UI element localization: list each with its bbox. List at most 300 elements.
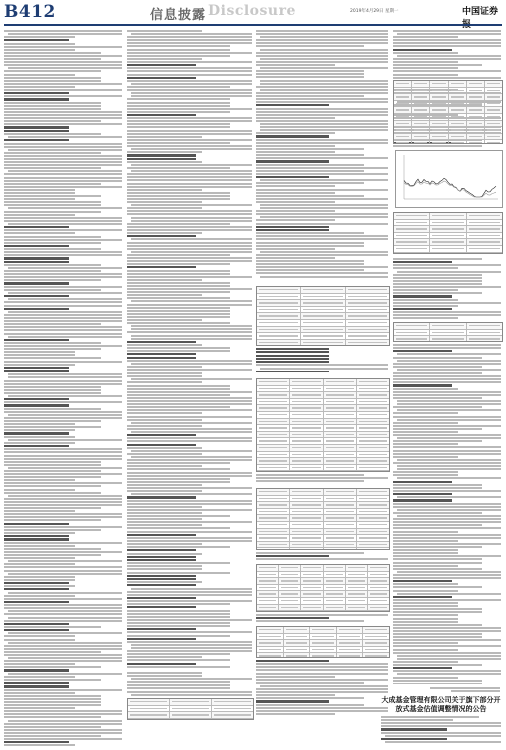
text-line [127,89,252,91]
text-line [127,537,252,539]
table-cell [257,509,290,515]
text-line [4,189,75,191]
text-line [393,590,458,592]
text-line [256,151,335,153]
text-line [4,108,101,110]
text-line [260,80,388,82]
text-line [4,204,101,206]
text-line [127,672,202,674]
table-cell [257,585,279,591]
text-line [8,560,122,562]
table-row [257,496,389,503]
table-row [257,647,389,654]
text-line [127,344,202,346]
text-line [4,126,69,128]
text-line [393,524,482,526]
text-line [397,400,501,402]
text-line [393,618,458,620]
text-line [256,614,388,616]
text-line [393,274,482,276]
table-row [394,140,502,144]
text-line [393,299,458,301]
table-row [394,134,502,141]
announcement-kicker [430,687,500,693]
table-cell [357,496,389,502]
text-line [127,406,230,408]
text-line [256,142,388,144]
text-line [256,558,388,560]
text-line [260,36,388,38]
announcement-title: 大成基金管理有限公司关于旗下部分开放式基金估值调整情况的公告 [381,695,501,713]
text-line [4,613,122,615]
table-cell [412,134,430,140]
table-cell [324,548,357,550]
text-line [256,348,329,350]
text-line [127,597,196,599]
text-line [256,70,364,72]
table-cell [357,432,389,438]
table-row [257,386,389,393]
table-cell [357,412,389,418]
table-row [257,627,389,634]
text-line [127,381,202,383]
text-line [393,614,458,616]
text-line [256,669,388,671]
table-cell [324,529,357,535]
table-cell [467,127,485,133]
table-cell [430,226,466,232]
text-line [4,155,122,157]
text-line [4,130,69,132]
text-line [393,558,482,560]
table-row [257,307,389,314]
table-cell [290,438,323,444]
text-line [127,310,230,312]
text-line [256,45,364,47]
text-line [4,80,101,82]
text-line [381,725,501,727]
text-line [256,154,364,156]
table-cell [467,107,485,113]
table-cell [257,627,284,633]
text-line [4,676,75,678]
table-row [257,379,389,386]
text-line [8,170,122,172]
text-line [8,395,122,397]
text-line [127,49,230,51]
text-line [127,67,252,69]
text-line [4,504,122,506]
text-line [393,314,501,316]
text-line [127,462,230,464]
text-line [256,92,388,94]
text-line [127,273,230,275]
text-line [393,36,458,38]
table-row [394,81,502,88]
text-line [393,661,458,663]
text-line [4,570,122,572]
text-line [8,592,122,594]
text-line [4,732,122,734]
text-line [4,264,101,266]
text-line [127,478,230,480]
table-cell [346,333,389,339]
text-line [4,320,122,322]
table-cell [430,81,448,87]
text-line [127,487,252,489]
text-line [4,542,122,544]
table-cell [290,496,323,502]
text-line [4,588,69,590]
text-line [393,58,501,60]
table-cell [357,535,389,541]
text-line [393,422,458,424]
text-line [393,350,452,352]
text-line [4,620,122,622]
text-line [393,317,458,319]
text-line [393,490,501,492]
table-cell [394,121,412,127]
table-cell [290,399,323,405]
text-line [397,419,501,421]
table-cell [257,425,290,431]
table-cell [257,392,290,398]
text-line [127,74,252,76]
text-line [256,235,388,237]
text-line [127,232,202,234]
text-line [127,133,252,135]
table-cell [284,653,311,658]
text-line [127,198,230,200]
text-line [4,220,122,222]
text-line [4,301,122,303]
text-line [4,635,75,637]
text-line [4,305,122,307]
text-line [397,658,501,660]
text-line [127,625,230,627]
text-line [4,548,101,550]
text-line [393,537,501,539]
text-line [4,398,69,400]
text-line [4,139,69,141]
text-line [4,404,69,406]
text-line [256,477,388,479]
text-line [397,515,501,517]
text-line [127,481,230,483]
text-line [260,67,388,69]
table-cell [257,432,290,438]
text-line [4,607,122,609]
text-line [381,732,501,734]
table-cell [467,323,502,329]
text-line [4,386,101,388]
text-line [393,512,482,514]
text-line [393,412,458,414]
text-line [393,521,501,523]
text-line [393,308,452,310]
text-line [4,510,75,512]
text-line [4,192,75,194]
masthead-rule [4,24,502,26]
text-line [4,43,75,45]
text-line [4,164,122,166]
table-cell [363,640,389,646]
text-line [131,694,252,696]
text-line [4,526,122,528]
text-line [127,207,202,209]
text-line [256,245,364,247]
table-cell [279,585,301,591]
text-line [256,111,388,113]
table-cell [284,647,311,653]
text-line [127,42,252,44]
table-cell [449,88,467,94]
text-line [127,616,230,618]
table-cell [212,706,253,712]
text-line [127,453,202,455]
table-cell [368,585,389,591]
text-line [131,325,252,327]
text-line [127,213,252,215]
text-line [4,629,69,631]
text-line [4,432,69,434]
text-line [127,235,196,237]
text-line [4,639,75,641]
text-line [4,744,75,746]
asset-allocation-table [256,378,390,472]
text-line [4,669,69,671]
text-line [393,670,501,672]
text-line [256,167,388,169]
text-line [127,307,230,309]
text-line [4,251,122,253]
text-line [393,74,458,76]
text-line [393,586,482,588]
table-cell [257,300,301,306]
table-cell [301,333,345,339]
text-line [256,257,335,259]
text-line [381,738,447,740]
text-line [397,360,501,362]
table-cell [430,246,466,252]
table-cell [257,605,279,611]
text-line [4,498,122,500]
text-line [256,52,388,54]
text-line [127,136,202,138]
text-line [393,305,458,307]
text-line [256,157,388,159]
text-line [260,204,388,206]
text-line [127,484,202,486]
table-cell [467,134,485,140]
table-cell [324,611,346,612]
table-row [257,585,389,592]
table-cell [257,565,279,571]
table-row [394,246,502,253]
table-cell [324,432,357,438]
text-line [256,98,388,100]
text-line [127,419,202,421]
text-line [4,532,75,534]
table-cell [301,578,323,584]
text-line [256,232,364,234]
text-line [393,484,482,486]
text-line [4,666,101,668]
text-line [393,258,482,260]
text-line [4,158,122,160]
text-line [8,617,122,619]
table-cell [257,647,284,653]
text-line [4,348,101,350]
text-line [397,593,501,595]
text-line [127,161,202,163]
table-cell [290,509,323,515]
text-line [397,655,501,657]
text-column-2 [127,30,252,670]
text-line [4,61,122,63]
text-line [131,217,252,219]
table-row [257,605,389,612]
table-row [394,213,502,220]
table-cell [290,425,323,431]
table-row [257,529,389,536]
text-line [393,384,452,386]
table-cell [324,458,357,464]
table-cell [279,591,301,597]
text-line [127,366,202,368]
text-line [4,95,122,97]
text-line [131,328,252,330]
text-line [127,575,196,577]
text-line [4,289,101,291]
text-line [127,282,230,284]
table-cell [324,471,357,472]
text-line [4,114,122,116]
table-cell [324,535,357,541]
table-cell [485,134,502,140]
text-line [127,242,252,244]
text-line [127,357,196,359]
text-line [393,286,501,288]
text-line [127,192,230,194]
text-line [127,613,230,615]
text-line [127,120,252,122]
text-line [256,242,364,244]
table-cell [290,405,323,411]
text-line [131,92,252,94]
text-line [393,636,482,638]
text-line [127,562,230,564]
text-line [260,207,388,209]
text-line [131,431,252,433]
text-line [4,186,122,188]
text-line [393,289,458,291]
text-line [256,213,388,215]
table-cell [430,107,448,113]
text-line [127,391,252,393]
text-line [127,270,230,272]
text-line [4,710,122,712]
text-line [393,372,482,374]
text-line [256,210,335,212]
text-line [127,114,196,116]
text-line [256,617,329,619]
text-line [127,631,252,633]
table-cell [301,565,323,571]
text-line [127,30,202,32]
text-line [4,146,122,148]
table-row [257,452,389,459]
text-line [127,154,196,156]
text-line [4,273,122,275]
table-cell [310,653,337,658]
text-line [127,638,196,640]
text-line [393,540,458,542]
table-row [394,127,502,134]
table-cell [324,502,357,508]
text-line [385,735,501,737]
text-line [4,173,122,175]
table-row [394,323,502,330]
text-line [4,120,101,122]
table-row [257,522,389,529]
text-line [127,263,230,265]
table-cell [284,634,311,640]
table-cell [257,327,301,333]
text-line [256,104,329,106]
table-cell [467,101,485,107]
table-cell [324,591,346,597]
text-line [4,401,122,403]
table-cell [467,88,485,94]
text-line [131,83,252,85]
text-line [4,455,122,457]
text-line [8,720,122,722]
text-column-3b [256,348,388,372]
table-row [257,432,389,439]
text-line [393,77,501,79]
text-line [256,114,388,116]
text-line [4,383,122,385]
text-line [393,555,501,557]
text-line [397,673,501,675]
text-line [127,509,252,511]
table-cell [467,233,502,239]
text-line [127,603,230,605]
table-cell [128,699,170,705]
table-cell [412,140,430,144]
text-line [8,311,122,313]
table-cell [357,529,389,535]
table-row [128,706,253,713]
text-line [127,189,202,191]
text-line [393,568,482,570]
text-line [393,639,501,641]
table-cell [467,330,502,336]
table-cell [324,399,357,405]
text-line [127,210,252,212]
table-cell [412,101,430,107]
text-line [4,286,122,288]
text-line [131,300,252,302]
table-row [257,294,389,301]
text-line [4,551,122,553]
text-line [4,685,69,687]
text-line [4,458,122,460]
table-cell [346,572,368,578]
table-cell [449,94,467,100]
table-cell [449,81,467,87]
